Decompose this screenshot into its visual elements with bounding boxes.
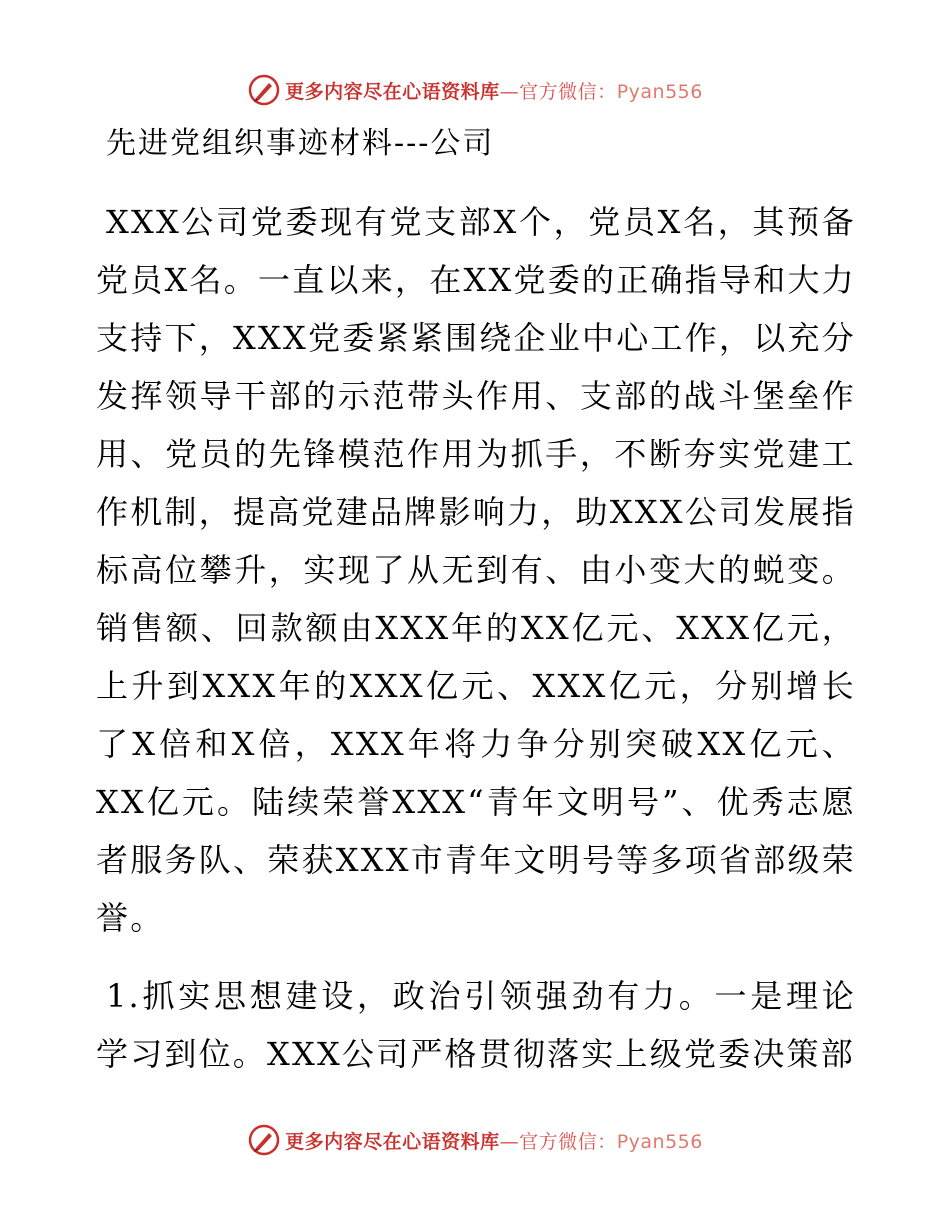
watermark-main: 更多内容尽在心语资料库	[285, 80, 500, 103]
watermark-text	[285, 77, 703, 104]
watermark-separator: —	[499, 1130, 520, 1153]
watermark-text	[285, 1127, 703, 1154]
watermark-header	[0, 70, 950, 110]
paragraph-section-1: 1.抓实思想建设，政治引领强劲有力。一是理论学习到位。XXX公司严格贯彻落实上级党委决策部	[96, 977, 856, 1073]
logo-pen-icon	[247, 73, 281, 107]
watermark-sub: 官方微信：	[519, 1130, 617, 1153]
logo-pen-icon	[247, 1123, 281, 1157]
watermark-separator: —	[499, 80, 520, 103]
watermark-main: 更多内容尽在心语资料库	[285, 1130, 500, 1153]
watermark-sub: 官方微信：	[519, 80, 617, 103]
watermark-footer	[0, 1120, 950, 1160]
paragraph-intro: XXX公司党委现有党支部X个，党员X名，其预备党员X名。一直以来，在XX党委的正确指导和大力支持下，XXX党委紧紧围绕企业中心工作，以充分发挥领导干部的示范带头作用、支部的战斗堡垒作用、党员的先锋模范作用为抓手，不断夯实党建工作机制，提高党建品牌影响力，助XXX公司发展指标高位攀升，实现了从无到有、由小变大的蜕变。销售额、回款额由XXX年的XX亿元、XXX亿元，上升到XXX年的XXX亿元、XXX亿元，分别增长了X倍和X倍，XXX年将力争分别突破XX亿元、XX亿元。陆续荣誉XXX“青年文明号”、优秀志愿者服务队、荣获XXX市青年文明号等多项省部级荣誉。	[96, 203, 856, 937]
watermark-id: Pyan556	[616, 1130, 703, 1153]
watermark-id: Pyan556	[616, 80, 703, 103]
document-title: 先进党组织事迹材料---公司	[106, 126, 495, 161]
